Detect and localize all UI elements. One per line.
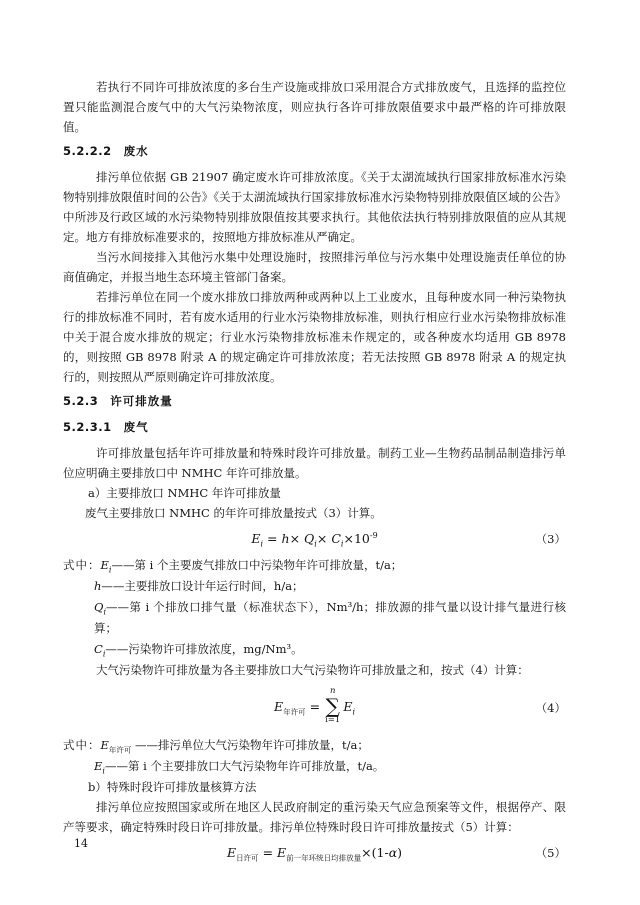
section-title: 废气 [123,420,149,434]
var-E: E [251,531,261,546]
definition-row: $Q_i——$第 i 个排放口排气量（标准状态下），Nm³/h；排放源的排气量以设计排气量进行核算； [94,600,566,635]
var-E: E [94,759,103,773]
where-label: 式中： [63,738,101,752]
section-heading-wastewater [63,141,566,161]
var-E: E [226,845,237,860]
paragraph-indirect-discharge: 当污水间接排入其他污水集中处理设施时，按照排污单位与污水集中处理设施责任单位的协商值确定，并报当地生态环境主管部门备案。 [63,250,566,284]
definition-row [63,576,566,597]
definition-text: ——第 i 个主要排放口大气污染物年许可排放量，t/a。 [104,759,385,773]
where-label: 式中： [63,558,101,572]
definition-text: ——第 i 个主要废气排放口中污染物年许可排放量，t/a； [111,558,403,572]
formula-4-definitions [63,735,566,777]
section-number: 5.2.3 [63,394,99,408]
section-number: 5.2.2.2 [63,144,112,158]
var-E: E [277,845,287,860]
times-sign: × [361,845,372,860]
definition-text: ——主要排放口设计年运行时间，h/a； [101,579,304,593]
var-C: C [331,531,341,546]
formula-3-definitions [63,555,566,660]
var-Q: Q [94,600,104,614]
definition-row: 式中：$E_i——$第 i 个主要废气排放口中污染物年许可排放量，t/a； [63,558,403,575]
paragraph-special-period: 排污单位应按照国家或所在地区人民政府制定的重污染天气应急预案等文件，根据停产、限产等要求，确定特殊时段日许可排放量。排污单位特殊时段日许可排放量按式（5）计算： [63,800,566,834]
formula-3 [63,528,566,550]
equals-sign: = [267,531,278,546]
times-sign: × [316,531,328,546]
var-alpha: α [388,845,398,860]
paragraph-wastewater-standard: 排污单位依据 GB 21907 确定废水许可排放浓度。《关于太湖流域执行国家排放标准水污染物特别排放限值时间的公告》《关于太湖流域执行国家排放标准水污染物特别排放限值区域的公告》中所涉及行政区域的水污染物特别排放限值按其要求执行。其他依法执行特别排放限值的应从其规定。地方有排放标准要求的，按照地方排放标准从严确定。 [63,170,566,244]
definition-row: $C_i——$污染物许可排放浓度，mg/Nm³。 [94,642,303,659]
list-item-b: b）特殊时段许可排放量核算方法 [88,780,257,794]
paren-close: ) [397,845,403,860]
list-item-a: a）主要排放口 NMHC 年许可排放量 [88,486,281,500]
paragraph-formula3-intro: 废气主要排放口 NMHC 的年许可排放量按式（3）计算。 [85,506,382,520]
page-number: 14 [74,837,88,850]
var-E: E [343,699,353,714]
paragraph-mixed-wastewater: 若排污单位在同一个废水排放口排放两种或两种以上工业废水，且每种废水同一种污染物执行的排放标准不同时，若有废水适用的行业水污染物排放标准，则执行相应行业水污染物排放标准中关于混合废水排放的规定；行业水污染物排放标准未作规定的，或各种废水均适用 GB 8978 的，则按照 GB 8978 附录 A 的规定确定许可排放浓度；若无法按照 GB 8978 附录 A 的规定执行的，则按照从严原则确定许可排放浓度。 [63,290,566,384]
paragraph-formula4-intro: 大气污染物许可排放量为各主要排放口大气污染物许可排放量之和，按式（4）计算： [96,663,529,677]
power-exponent: -9 [369,530,378,540]
paragraph-mixed-exhaust: 若执行不同许可排放浓度的多台生产设施或排放口采用混合方式排放废气，且选择的监控位置只能监测混合废气中的大气污染物浓度，则应执行各许可排放限值要求中最严格的许可排放限值。 [63,80,566,134]
power-base: 10 [353,531,370,546]
var-E: E [100,738,109,752]
var-Q: Q [304,531,315,546]
paren-open: (1- [371,845,389,860]
var-C: C [94,642,103,656]
var-E: E [100,558,109,572]
section-heading-exhaust-gas [63,417,566,437]
equals-sign: = [309,699,321,714]
times-sign: × [343,531,354,546]
page-content [63,77,566,869]
definition-row: $E_i——$第 i 个主要排放口大气污染物年许可排放量，t/a。 [94,759,385,776]
times-sign: × [289,531,301,546]
definition-row: 式中：$E_{年许可}$ ——排污单位大气污染物年许可排放量，t/a； [63,738,369,755]
formula-4-number: （4） [535,700,566,715]
section-number: 5.2.3.1 [63,420,112,434]
definition-text: ——排污单位大气污染物年许可排放量，t/a； [131,738,369,752]
formula-5-expression: $E_{日许可} = E_{前一年环统日均排放量}\times(1-\alpha)$ [226,845,403,863]
formula-5-number: （5） [535,846,566,860]
var-h: h [94,579,102,593]
var-h: h [281,531,290,546]
formula-3-number: （3） [535,532,566,546]
formula-4 [63,687,566,728]
summation-symbol: n ∑ i=1 [325,686,341,725]
section-title: 许可排放量 [110,394,173,408]
formula-3-expression: $E_i = h\times Q_i\times C_i\times 10^{-9}$ [251,530,378,549]
paragraph-annual-amount-intro: 许可排放量包括年许可排放量和特殊时段许可排放量。制药工业—生物药品制品制造排污单位应明确主要排放口中 NMHC 年许可排放量。 [63,446,566,480]
var-E: E [273,699,284,714]
definition-text: ——污染物许可排放浓度，mg/Nm³。 [105,642,303,656]
formula-4-expression: $E_{年许可}$ = n ∑ i=1 $E_i$ [273,686,356,725]
section-title: 废水 [123,144,149,158]
section-heading-permitted-amount [63,391,566,411]
formula-5 [63,842,566,864]
equals-sign: = [262,845,274,860]
definition-text: ——第 i 个排放口排气量（标准状态下），Nm³/h；排放源的排气量以设计排气量进行核算； [94,600,566,635]
